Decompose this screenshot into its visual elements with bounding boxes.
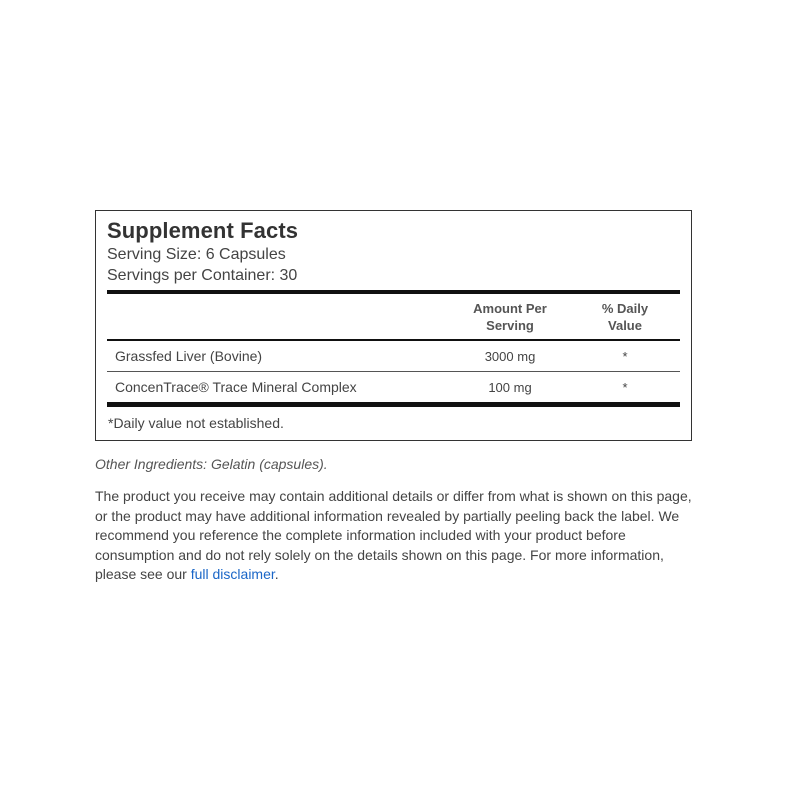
supplement-facts-panel	[95, 210, 692, 441]
daily-value-footnote: *Daily value not established.	[108, 415, 284, 431]
full-disclaimer-link[interactable]: full disclaimer	[190, 566, 275, 582]
facts-header-row	[107, 294, 680, 339]
header-daily-value	[570, 300, 680, 334]
supplement-facts-title: Supplement Facts	[107, 218, 299, 243]
table-row	[107, 372, 680, 402]
disclaimer-end: .	[274, 566, 279, 582]
ingredient-amount: 100 mg	[488, 379, 532, 395]
table-row	[107, 341, 680, 371]
ingredient-daily-value: *	[622, 379, 628, 395]
ingredient-daily-value: *	[622, 348, 628, 364]
disclaimer-paragraph	[95, 487, 695, 585]
serving-size: Serving Size: 6 Capsules	[107, 246, 286, 263]
header-amount-line2: Serving	[486, 317, 534, 333]
header-dv-line1: % Daily	[601, 300, 649, 316]
header-dv-line2: Value	[608, 317, 642, 333]
ingredient-name: Grassfed Liver (Bovine)	[115, 348, 263, 364]
servings-per-container: Servings per Container: 30	[107, 267, 298, 284]
header-amount-line1: Amount Per	[473, 300, 547, 316]
disclaimer-text: The product you receive may contain additional details or differ from what is shown on this page, or the product may have additional information revealed by partially peeling back the label. We recommend you reference the complete information included with your product before consumption and do not rely solely on the details shown on this page. For more information, please see our	[95, 488, 692, 582]
ingredient-amount: 3000 mg	[484, 348, 536, 364]
divider-heavy	[107, 402, 680, 407]
ingredient-name: ConcenTrace® Trace Mineral Complex	[115, 379, 357, 395]
header-amount-per-serving	[450, 300, 570, 334]
other-ingredients: Other Ingredients: Gelatin (capsules).	[95, 456, 328, 472]
